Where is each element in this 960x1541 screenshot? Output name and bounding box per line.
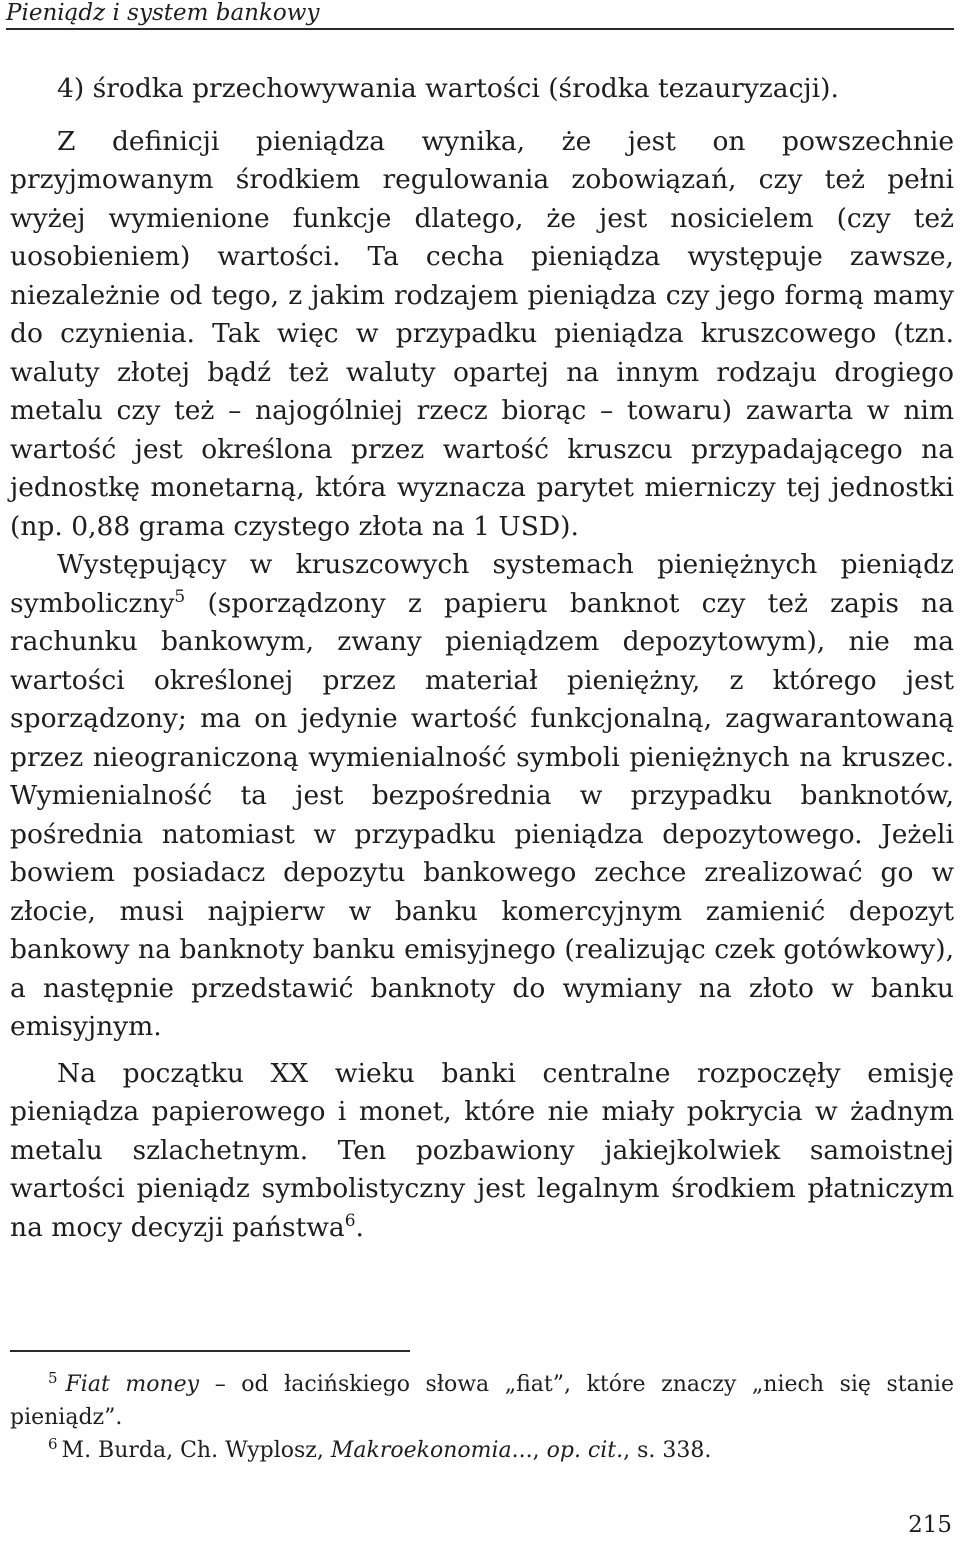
list-item: 4) środka przechowywania wartości (środka tezauryzacji).: [57, 73, 839, 104]
footnote-page: , s. 338.: [623, 1438, 712, 1463]
footnote-ellipsis: ...,: [511, 1438, 547, 1463]
footnote-5: [10, 1368, 954, 1434]
footnote-number: 6: [48, 1434, 58, 1453]
running-header: [6, 0, 954, 30]
paragraph-2: [10, 546, 954, 1047]
footnote-italic-term: Fiat money: [65, 1372, 200, 1397]
paragraph-3-text-a: Na początku XX wieku banki centralne rozpoczęły emisję pieniądza papierowego i monet, które nie miały pokrycia w żadnym metalu szlachetnym. Ten pozbawiony jakiejkolwiek samoistnej wartości pieniądz symbolistyczny jest legalnym środkiem płatniczym na mocy decyzji państwa: [10, 1057, 954, 1243]
paragraph-2-text-b: (sporządzony z papieru banknot czy też zapis na rachunku bankowym, zwany pieniądzem depozytowym), nie ma wartości określonej przez materiał pieniężny, z którego jest sporządzony; ma on jedynie wartość funkcjonalną, zagwarantowaną przez nieograniczoną wymienialność symboli pieniężnych na kruszec. Wymienialność ta jest bezpośrednia w przypadku banknotów, pośrednia natomiast w przypadku pieniądza depozytowego. Jeżeli bowiem posiadacz depozytu bankowego zechce zrealizować go w złocie, musi najpierw w banku komercyjnym zamienić depozyt bankowy na banknoty banku emisyjnego (realizując czek gotówkowy), a następnie przedstawić banknoty do wymiany na złoto w banku emisyjnym.: [10, 587, 954, 1042]
footnote-book-title: Makroekonomia: [330, 1438, 512, 1463]
footnote-number: 5: [48, 1368, 58, 1387]
footnote-text: – od łacińskiego słowa „fiat”, które znaczy „niech się stanie pieniądz”.: [10, 1372, 954, 1430]
footnote-authors: M. Burda, Ch. Wyplosz,: [61, 1438, 331, 1463]
paragraph-3: [10, 1055, 954, 1248]
page-number: 215: [908, 1512, 952, 1538]
paragraph-2-text-a: Występujący w kruszcowych systemach pieniężnych pieniądz symboliczny: [10, 549, 954, 619]
footnote-6: [10, 1434, 954, 1467]
footnote-op-cit: op. cit.: [546, 1438, 624, 1463]
running-title: Pieniądz i system bankowy: [6, 0, 320, 26]
footnote-separator: [10, 1350, 410, 1352]
main-text: [10, 70, 954, 1247]
footnote-ref-6[interactable]: 6: [344, 1210, 356, 1231]
paragraph-1: Z definicji pieniądza wynika, że jest on powszechnie przyjmowanym środkiem regulowania zobowiązań, czy też pełni wyżej wymienione funkcje dlatego, że jest nosicielem (czy też uosobieniem) wartości. Ta cecha pieniądza występuje zawsze, niezależnie od tego, z jakim rodzajem pieniądza czy jego formą mamy do czynienia. Tak więc w przypadku pieniądza kruszcowego (tzn. waluty złotej bądź też waluty opartej na innym rodzaju drogiego metalu czy też – najogólniej rzecz biorąc – towaru) zawarta w nim wartość jest określona przez wartość kruszcu przypadającego na jednostkę monetarną, która wyznacza parytet mierniczy tej jednostki (np. 0,88 grama czystego złota na 1 USD).: [10, 125, 954, 542]
footnote-ref-5[interactable]: 5: [174, 586, 186, 607]
paragraph-3-text-b: .: [355, 1211, 364, 1243]
footnotes: [10, 1368, 954, 1467]
